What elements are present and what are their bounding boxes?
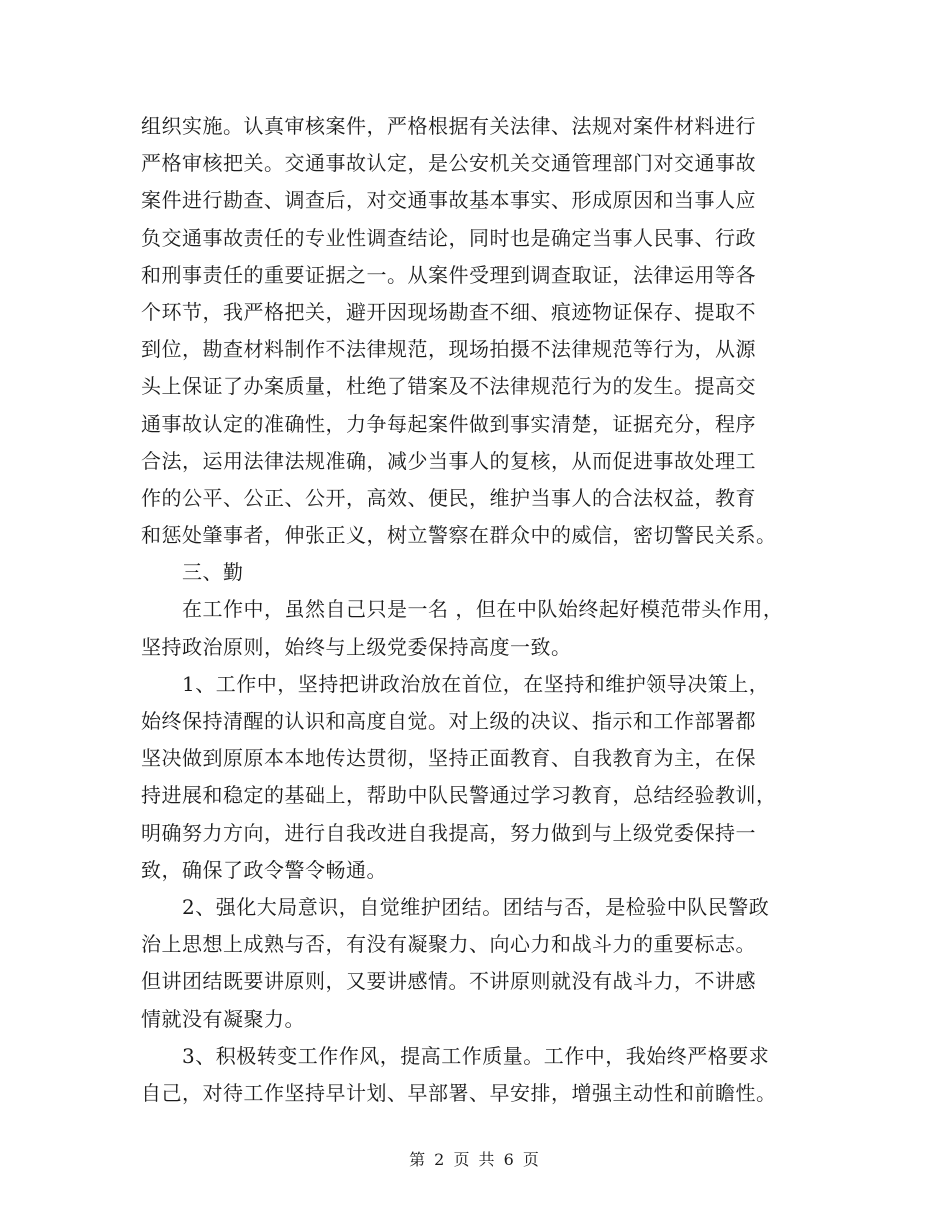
text-line: 3、积极转变工作作风，提高工作质量。工作中，我始终严格要求 [141, 1043, 770, 1068]
text-line: 严格审核把关。交通事故认定，是公安机关交通管理部门对交通事故 [141, 151, 756, 176]
text-line: 坚决做到原原本本地传达贯彻，坚持正面教育、自我教育为主，在保 [141, 746, 756, 771]
text-line: 2、强化大局意识，自觉维护团结。团结与否，是检验中队民警政 [141, 894, 770, 919]
text-line: 明确努力方向，进行自我改进自我提高，努力做到与上级党委保持一 [141, 820, 756, 845]
text-line: 头上保证了办案质量，杜绝了错案及不法律规范行为的发生。提高交 [141, 374, 756, 399]
text-line: 负交通事故责任的专业性调查结论，同时也是确定当事人民事、行政 [141, 225, 756, 250]
text-line: 始终保持清醒的认识和高度自觉。对上级的决议、指示和工作部署都 [141, 709, 756, 733]
body-text [141, 108, 821, 1112]
text-line: 通事故认定的准确性，力争每起案件做到事实清楚，证据充分，程序 [141, 411, 756, 436]
text-line: 作的公平、公正、公开，高效、便民，维护当事人的合法权益，教育 [141, 485, 756, 510]
text-line: 但讲团结既要讲原则，又要讲感情。不讲原则就没有战斗力，不讲感 [141, 969, 756, 994]
page-number-footer: 第 2 页 共 6 页 [409, 1150, 541, 1169]
text-line: 个环节，我严格把关，避开因现场勘查不细、痕迹物证保存、提取不 [141, 299, 756, 324]
text-line: 自己，对待工作坚持早计划、早部署、早安排，增强主动性和前瞻性。 [141, 1080, 777, 1105]
text-line: 案件进行勘查、调查后，对交通事故基本事实、形成原因和当事人应 [141, 188, 756, 213]
text-line: 在工作中，虽然自己只是一名 ，但在中队始终起好模范带头作用， [141, 597, 784, 622]
text-line: 1、工作中，坚持把讲政治放在首位，在坚持和维护领导决策上， [141, 671, 770, 696]
text-line: 合法，运用法律法规准确，减少当事人的复核，从而促进事故处理工 [141, 448, 756, 473]
text-line: 和刑事责任的重要证据之一。从案件受理到调查取证，法律运用等各 [141, 262, 756, 287]
text-line: 到位，勘查材料制作不法律规范，现场拍摄不法律规范等行为，从源 [141, 337, 756, 362]
text-line: 和惩处肇事者，伸张正义，树立警察在群众中的威信，密切警民关系。 [141, 523, 777, 548]
text-line: 情就没有凝聚力。 [141, 1006, 305, 1031]
text-line: 组织实施。认真审核案件，严格根据有关法律、法规对案件材料进行 [141, 114, 756, 138]
text-line: 持进展和稳定的基础上，帮助中队民警通过学习教育，总结经验教训， [141, 783, 777, 808]
section-heading: 三、勤 [141, 560, 244, 585]
text-line: 治上思想上成熟与否，有没有凝聚力、向心力和战斗力的重要标志。 [141, 932, 756, 957]
text-line: 致，确保了政令警令畅通。 [141, 857, 387, 882]
text-line: 坚持政治原则，始终与上级党委保持高度一致。 [141, 634, 572, 659]
